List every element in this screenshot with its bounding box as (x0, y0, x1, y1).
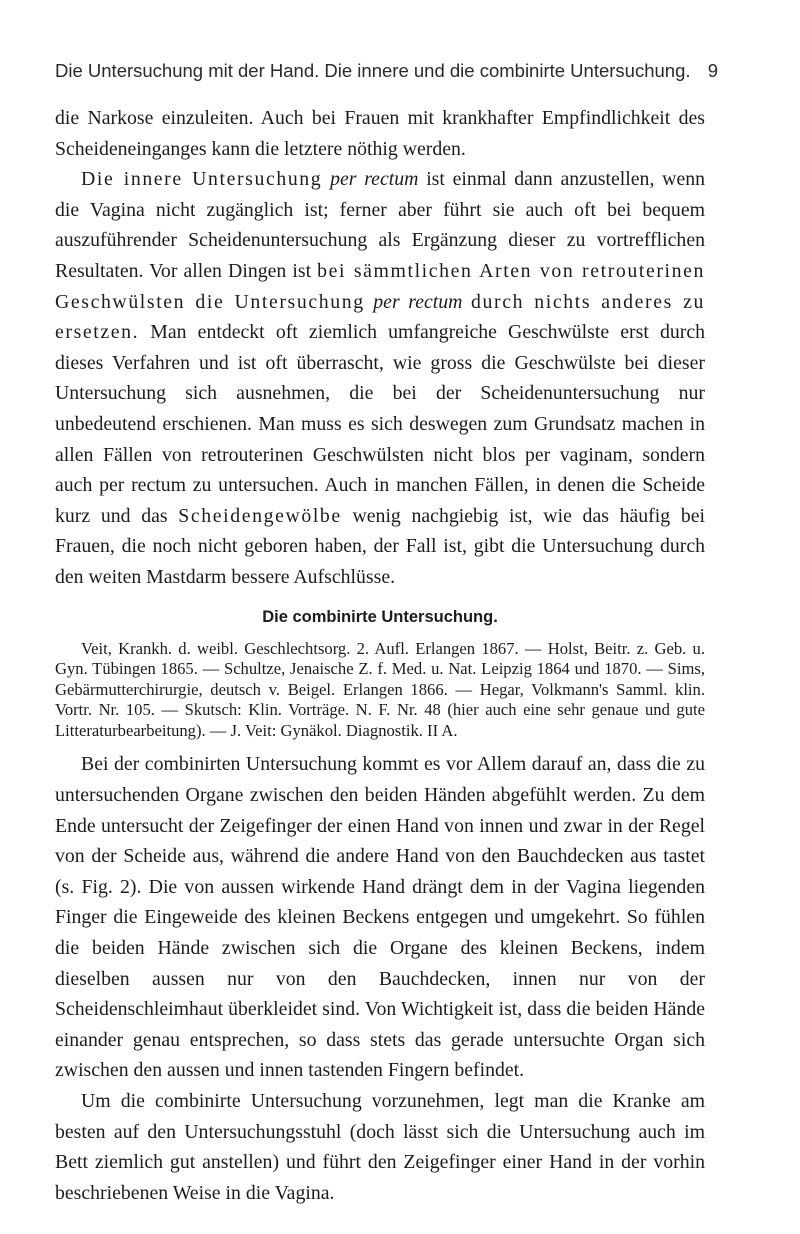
spaced-word-scheidengewoelbe: Scheidengewölbe (178, 504, 342, 527)
paragraph-rectal-exam (55, 164, 705, 592)
italic-per-rectum: per rectum (330, 168, 419, 191)
page-body (55, 103, 705, 1208)
spaced-phrase-ersetzen: durch nichts anderes zu ersetzen. (55, 290, 705, 344)
paragraph-text: ist einmal dann anzustellen, wenn die Vagina nicht zugänglich ist; ferner aber führt sie auch oft bei bequem auszuführender Scheidenuntersuchung als Ergänzung dieser zu vortrefflichen Resultaten. Vor allen Dingen ist (55, 168, 706, 282)
references-block (55, 639, 705, 742)
paragraph-narkose: die Narkose einzuleiten. Auch bei Frauen mit krankhafter Empfindlichkeit des Scheideneinganges kann die letztere nöthig werden. (55, 107, 705, 160)
paragraph-combined-exam: Bei der combinirten Untersuchung kommt es vor Allem darauf an, dass die zu untersuchenden Organe zwischen den beiden Händen abgefühlt werden. Zu dem Ende untersucht der Zeigefinger der einen Hand von innen und zwar in der Regel von der Scheide aus, während die andere Hand von den Bauchdecken aus tastet (s. Fig. 2). Die von aussen wirkende Hand drängt dem in der Vagina liegenden Finger die Eingeweide des kleinen Beckens entgegen und umgekehrt. So fühlen die beiden Hände zwischen sich die Organe des kleinen Beckens, indem dieselben aussen nur von den Bauchdecken, innen nur von der Scheidenschleimhaut überkleidet sind. Von Wichtigkeit ist, dass die beiden Hände einander genau entsprechen, so dass stets das gerade untersuchte Organ sich zwischen den aussen und innen tastenden Fingern befindet. (55, 753, 705, 1082)
spaced-phrase-retrouterine: bei sämmtlichen Arten von retrouterinen Geschwülsten die Untersuchung (55, 259, 705, 313)
italic-per-rectum-2: per rectum (373, 290, 463, 313)
running-head (55, 60, 718, 82)
running-title: Die Untersuchung mit der Hand. Die innere und die combinirte Untersuchung. (55, 60, 691, 81)
paragraph-text: wenig nachgiebig ist, wie das häufig bei Frauen, die noch nicht geboren haben, der Fall ist, gibt die Untersuchung durch den weiten Mastdarm bessere Aufschlüsse. (55, 504, 706, 588)
paragraph-text: Man entdeckt oft ziemlich umfangreiche Geschwülste erst durch dieses Verfahren und ist oft überrascht, wie gross die Geschwülste bei dieser Untersuchung sich ausnehmen, die bei der Scheidenuntersuchung nur unbedeutend erschienen. Man muss es sich deswegen zum Grundsatz machen in allen Fällen von retrouterinen Geschwülsten nicht blos per vaginam, sondern auch per rectum zu untersuchen. Auch in manchen Fällen, in denen die Scheide kurz und das (55, 321, 705, 527)
section-heading: Die combinirte Untersuchung. (262, 607, 498, 626)
spaced-phrase-innere-untersuchung: Die innere Untersuchung (81, 168, 323, 191)
paragraph-procedure: Um die combinirte Untersuchung vorzunehmen, legt man die Kranke am besten auf den Untersuchungsstuhl (doch lässt sich die Untersuchung auch im Bett ziemlich gut anstellen) und führt den Zeigefinger einer Hand in der vorhin beschriebenen Weise in die Vagina. (55, 1090, 705, 1204)
page-number: 9 (707, 60, 718, 81)
references-text: Veit, Krankh. d. weibl. Geschlechtsorg. 2. Aufl. Erlangen 1867. — Holst, Beitr. z. Geb. u. Gyn. Tübingen 1865. — Schultze, Jenaische Z. f. Med. u. Nat. Leipzig 1864 und 1870. — Sims, Gebärmutterchirurgie, deutsch v. Beigel. Erlangen 1866. — Hegar, Volkmann's Samml. klin. Vortr. Nr. 105. — Skutsch: Klin. Vorträge. N. F. Nr. 48 (hier auch eine sehr genaue und gute Litteraturbearbeitung). — J. Veit: Gynäkol. Diagnostik. II A. (55, 638, 705, 740)
main-text-top (55, 103, 705, 593)
main-text-bottom (55, 749, 705, 1208)
